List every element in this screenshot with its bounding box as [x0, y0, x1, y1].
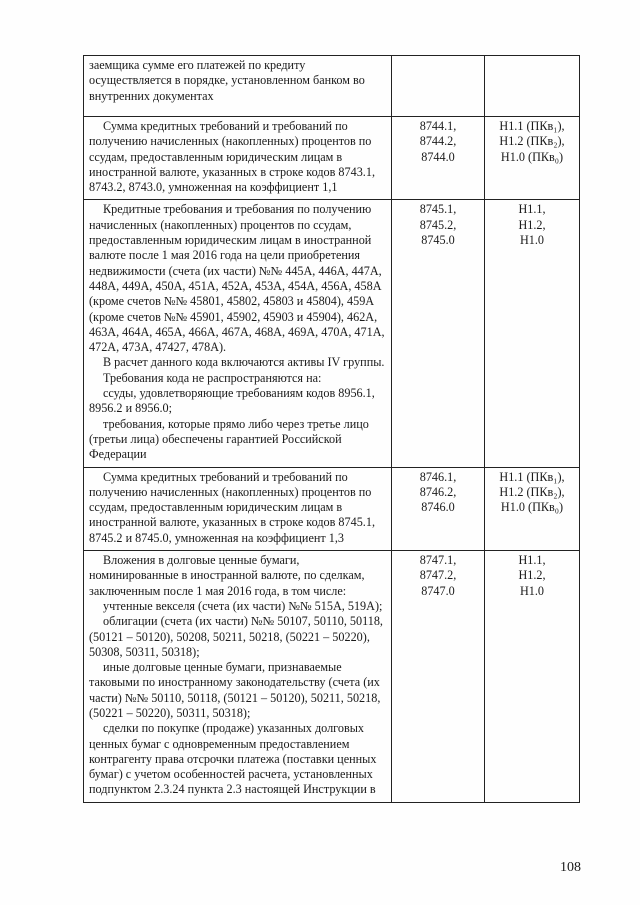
description-cell	[84, 551, 392, 803]
description-cell	[84, 467, 392, 550]
description-paragraph: Требования кода не распространяются на:	[103, 370, 322, 385]
codes-cell	[392, 551, 485, 803]
codes-cell	[392, 117, 485, 200]
code-value: 8745.1,	[419, 202, 457, 217]
ratio-value: Н1.1 (ПКв₁),	[499, 119, 565, 133]
description-paragraph: Сумма кредитных требований и требований по получению начисленных (накопленных) процентов по ссудам, предоставленным юридическим лицам в иностранной валюте, указанных в строке кодов 8745.1, 8745.2 и 8745.0, умноженная на коэффициент 1,3	[89, 469, 375, 545]
description-cell	[84, 56, 392, 117]
ratio-value: Н1.0 (ПКв₀)	[500, 149, 564, 164]
table-row	[84, 467, 580, 550]
ratio-value: Н1.1,	[518, 202, 546, 217]
ratios-cell	[485, 467, 580, 550]
ratio-value: Н1.2,	[518, 217, 546, 232]
description-cell	[84, 117, 392, 200]
code-value: 8746.0	[421, 500, 455, 515]
description-paragraph: заемщика сумме его платежей по кредиту осуществляется в порядке, установленном банком во внутренних документах	[89, 58, 365, 103]
ratio-value: Н1.0 (ПКв₀)	[500, 500, 564, 515]
description-paragraph: иные долговые ценные бумаги, признаваемые таковыми по иностранному законодательству (счета (их части) №№ 50110, 50118, (50121 – 50120), 50211, 50218, (50221 – 50220), 50311, 50318);	[89, 660, 381, 720]
description-paragraph: ссуды, удовлетворяющие требованиям кодов 8956.1, 8956.2 и 8956.0;	[89, 386, 375, 416]
ratios-cell	[485, 117, 580, 200]
code-value: 8745.0	[421, 233, 455, 248]
code-value: 8747.2,	[419, 568, 457, 583]
ratios-cell	[485, 551, 580, 803]
code-value: 8744.2,	[419, 134, 457, 149]
description-cell	[84, 200, 392, 467]
table-row	[84, 56, 580, 117]
ratio-value: Н1.2 (ПКв₂),	[499, 484, 565, 499]
codes-table-body	[84, 56, 580, 803]
table-row	[84, 200, 580, 467]
code-value: 8744.0	[421, 149, 455, 164]
codes-cell	[392, 56, 485, 117]
description-paragraph: сделки по покупке (продаже) указанных долговых ценных бумаг с одновременным предоставлением контрагенту права отсрочки платежа (поставки ценных бумаг) с учетом особенностей расчета, установленных подпунктом 2.3.24 пункта 2.3 настоящей Инструкции в	[89, 721, 377, 797]
table-row	[84, 117, 580, 200]
codes-table	[83, 55, 580, 803]
code-value: 8744.1,	[419, 119, 457, 133]
ratio-value: Н1.1,	[518, 553, 546, 568]
code-value: 8746.1,	[419, 469, 457, 484]
description-paragraph: требования, которые прямо либо через третье лицо (третьи лица) обеспечены гарантией Российской Федерации	[89, 416, 369, 462]
description-paragraph: В расчет данного кода включаются активы IV группы.	[103, 355, 385, 370]
code-value: 8747.0	[421, 583, 455, 598]
ratio-value: Н1.1 (ПКв₁),	[499, 469, 565, 484]
description-paragraph: Сумма кредитных требований и требований по получению начисленных (накопленных) процентов по ссудам, предоставленным юридическим лицам в иностранной валюте, указанных в строке кодов 8743.1, 8743.2, 8743.0, умноженная на коэффициент 1,1	[89, 119, 375, 195]
page-number: 108	[560, 860, 581, 875]
ratio-value: Н1.2,	[518, 568, 546, 583]
codes-cell	[392, 200, 485, 467]
codes-cell	[392, 467, 485, 550]
description-paragraph: Вложения в долговые ценные бумаги, номинированные в иностранной валюте, по сделкам, заключенным после 1 мая 2016 года, в том числе:	[89, 553, 365, 598]
ratio-value: Н1.2 (ПКв₂),	[499, 134, 565, 149]
ratio-value: Н1.0	[519, 583, 545, 598]
ratio-value: Н1.0	[519, 233, 545, 248]
table-row	[84, 551, 580, 803]
description-paragraph: учтенные векселя (счета (их части) №№ 515А, 519А);	[103, 598, 383, 613]
code-value: 8747.1,	[419, 553, 457, 568]
code-value: 8746.2,	[419, 484, 457, 499]
ratios-cell	[485, 200, 580, 467]
ratios-cell	[485, 56, 580, 117]
description-paragraph: Кредитные требования и требования по получению начисленных (накопленных) процентов по ссудам, предоставленным юридическим лицам в иностранной валюте после 1 мая 2016 года на цели приобретения недвижимости (счета (их части) №№ 445А, 446А, 447А, 448А, 449А, 450А, 451А, 452А, 453А, 454А, 456А, 458А (кроме счетов №№ 45801, 45802, 45803 и 45804), 459А (кроме счетов №№ 45901, 45902, 45903 и 45904), 462А, 463А, 464А, 465А, 466А, 467А, 468А, 469А, 470А, 471А, 472А, 473А, 47427, 478А).	[89, 202, 385, 355]
description-paragraph: облигации (счета (их части) №№ 50107, 50110, 50118, (50121 – 50120), 50208, 50211, 50218, (50221 – 50220), 50308, 50311, 50318);	[89, 614, 383, 659]
code-value: 8745.2,	[419, 217, 457, 232]
